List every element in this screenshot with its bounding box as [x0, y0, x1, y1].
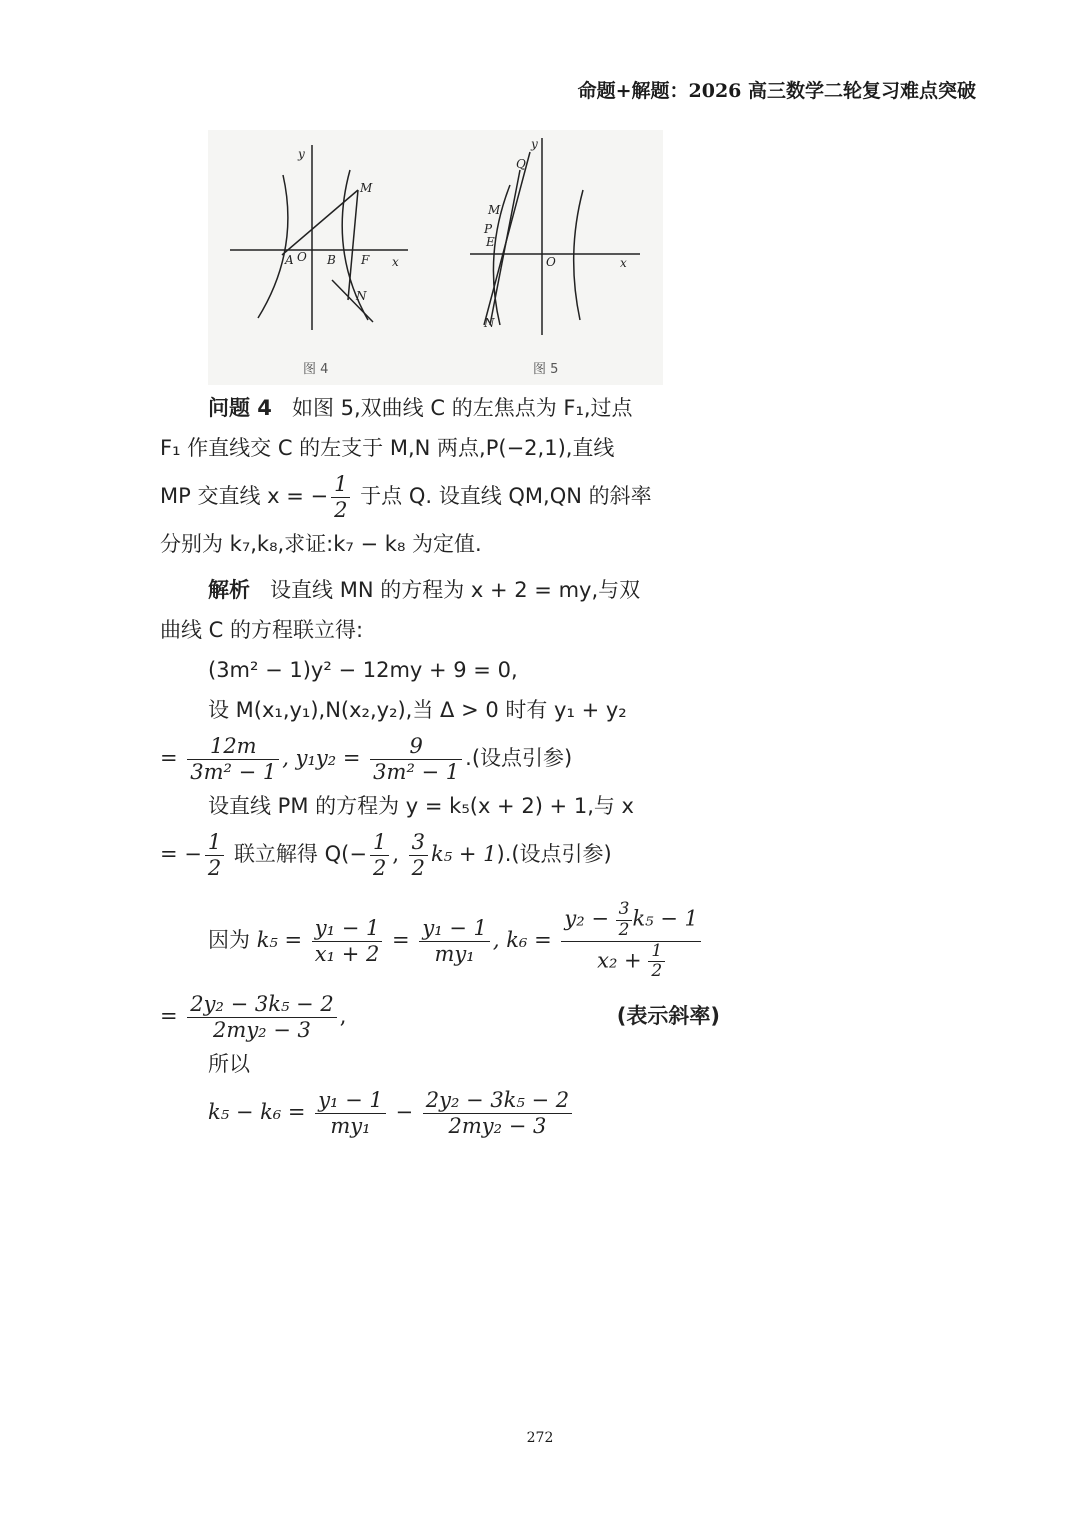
solution-line-6: 设直线 PM 的方程为 y = k₅(x + 2) + 1,与 x	[208, 794, 634, 818]
solution-label: 解析	[208, 578, 250, 602]
solution-line-5: = $\frac{12m}{\text{3m² − 1}}$ , y₁y₂ = $\frac{9}{\text{3m² − 1}}$ .(设点引参)	[160, 734, 573, 784]
note-set-params-2: ).(设点引参)	[496, 842, 612, 866]
fig5-label-Q: Q	[516, 157, 526, 171]
solution-line-9: = $\frac{\text{2y₂ − 3k₅ − 2}}{\text{2my₂ − 3}}$ , (表示斜率)	[160, 988, 720, 1044]
solution-text-1: 设直线 MN 的方程为 x + 2 = my,与双	[270, 578, 641, 602]
note-slope: (表示斜率)	[616, 1004, 720, 1028]
fig4-label-B: B	[327, 253, 336, 267]
fig5-label-N: N	[484, 316, 495, 330]
solution-line-4: 设 M(x₁,y₁),N(x₂,y₂),当 Δ > 0 时有 y₁ + y₂	[208, 698, 627, 722]
solution-line-11: k₅ − k₆ = $\frac{\text{y₁ − 1}}{\text{my₁}}$ − $\frac{\text{2y₂ − 3k₅ − 2}}{\text{2my₂ − 3}}$	[160, 1084, 720, 1140]
problem-text-3b: 于点 Q. 设直线 QM,QN 的斜率	[360, 484, 652, 508]
fig5-label-M: M	[488, 203, 501, 217]
running-header: 命题+解题：2026 高三数学二轮复习难点突破	[577, 80, 976, 102]
fig4-label-A: A	[285, 253, 294, 267]
fig5-label-E: E	[486, 235, 495, 249]
solution-line-8: 因为 k₅ = $\frac{\text{y₁ − 1}}{\text{x₁ + 2}}$ = $\frac{\text{y₁ − 1}}{\text{my₁}}$ , k₆ = y₂ − $\frac{3}{2}$ k₅ − 1 x₂ + $\frac{1}{2}$	[160, 892, 720, 988]
problem-text-3a: MP 交直线 x = −	[160, 484, 329, 508]
solution-line-7: = − $\frac{1}{2}$ 联立解得 Q(− $\frac{1}{2}$ , $\frac{3}{2}$ k₅ + 1).(设点引参)	[160, 830, 612, 880]
fig4-label-x: x	[392, 255, 399, 269]
solution-line-2: 曲线 C 的方程联立得:	[160, 618, 364, 642]
fig4-label-y: y	[298, 147, 305, 161]
hyperbola-figures	[208, 130, 663, 385]
fig5-label-x: x	[620, 256, 627, 270]
fig4-label-F: F	[361, 253, 370, 267]
problem-label: 问题 4	[208, 396, 272, 420]
solution-line-10: 所以	[208, 1052, 250, 1076]
fig4-label-N: N	[356, 289, 367, 303]
because-label: 因为	[208, 928, 250, 952]
fig4-label-O: O	[297, 250, 307, 264]
page-number: 272	[526, 1430, 554, 1446]
fig5-label-O: O	[546, 255, 556, 269]
figure-panel	[208, 130, 663, 385]
problem-line-4: 分别为 k₇,k₈,求证:k₇ − k₈ 为定值.	[160, 532, 482, 556]
note-set-params-1: .(设点引参)	[465, 746, 573, 770]
page-content	[160, 388, 720, 1140]
fig4-label-M: M	[360, 181, 373, 195]
problem-line-2: F₁ 作直线交 C 的左支于 M,N 两点,P(−2,1),直线	[160, 436, 615, 460]
fig5-caption: 图 5	[533, 362, 559, 377]
solution-text-7: 联立解得 Q(−	[233, 842, 367, 866]
fig4-caption: 图 4	[303, 362, 329, 377]
fig5-label-P: P	[484, 222, 493, 236]
solution-line-3: (3m² − 1)y² − 12my + 9 = 0,	[208, 658, 518, 682]
problem-text-1: 如图 5,双曲线 C 的左焦点为 F₁,过点	[291, 396, 633, 420]
fig5-label-y: y	[531, 137, 538, 151]
problem-line-3: MP 交直线 x = − $\frac{1}{2}$ 于点 Q. 设直线 QM,QN 的斜率	[160, 472, 652, 522]
problem-line-1	[160, 388, 720, 428]
solution-line-1	[160, 570, 720, 610]
